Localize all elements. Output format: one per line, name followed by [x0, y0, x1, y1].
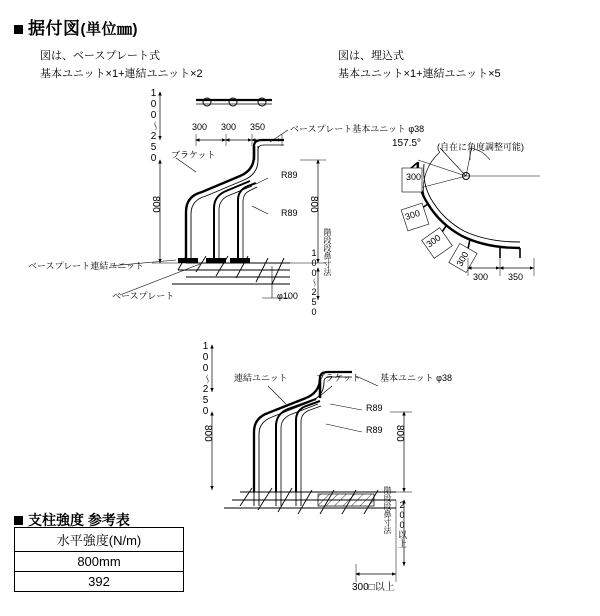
bottom-label-link-unit: 連結ユニット [234, 373, 288, 383]
left-dim-350: 350 [250, 122, 266, 132]
bottom-label-r89-2: R89 [366, 425, 383, 435]
page-title-unit: (単位㎜) [80, 21, 138, 38]
table-row [15, 552, 184, 572]
strength-row-label: 800mm [15, 552, 184, 572]
left-dim-300-a: 300 [192, 122, 208, 132]
right-angle-label: 157.5° [392, 138, 422, 149]
right-dim-300-d: 300 [454, 250, 471, 268]
left-dim-right-range: 100〜250 [309, 248, 319, 317]
right-angle-note: (自在に角度調整可能) [437, 142, 524, 152]
strength-header: 水平強度(N/m) [15, 528, 184, 552]
left-label-r89-1: R89 [281, 170, 298, 180]
right-caption-line1: 図は、埋込式 [338, 50, 404, 62]
right-dim-300-a: 300 [406, 172, 422, 182]
left-caption-line2: 基本ユニット×1+連結ユニット×2 [40, 68, 203, 80]
bottom-dim-300: 300□以上 [352, 582, 395, 593]
right-dim-300-c: 300 [424, 232, 443, 250]
left-label-baseplate-link: ベースプレート連結ユニット [28, 261, 144, 271]
bottom-label-base-unit: 基本ユニット φ38 [380, 373, 452, 383]
left-dim-800: 800 [150, 196, 161, 213]
left-label-baseplate-unit: ベースプレート基本ユニット φ38 [290, 124, 425, 134]
bottom-label-r89-1: R89 [366, 403, 383, 413]
left-caption-line1: 図は、ベースプレート式 [40, 50, 161, 62]
bottom-dim-800-left: 800 [202, 425, 213, 442]
table-row [15, 572, 184, 592]
bottom-dim-200: 200以上 [397, 500, 407, 548]
left-label-baseplate: ベースプレート [112, 291, 175, 301]
strength-table [14, 527, 184, 592]
strength-title: 支柱強度 参考表 [28, 512, 130, 528]
table-row [15, 528, 184, 552]
right-dim-300-b: 300 [403, 207, 422, 223]
left-dim-800-right: 800 [308, 196, 319, 213]
strength-row-value: 392 [15, 572, 184, 592]
left-label-r89-2: R89 [281, 208, 298, 218]
left-dim-100-250: 100〜250 [148, 88, 159, 164]
left-label-phi100: φ100 [277, 291, 298, 301]
bottom-label-bracket: ブラケット [316, 373, 361, 383]
left-dim-300-b: 300 [221, 122, 237, 132]
right-caption-line2: 基本ユニット×1+連結ユニット×5 [338, 68, 501, 80]
bullet-square-icon-2 [14, 516, 23, 525]
page-title: 据付図 [28, 19, 81, 38]
strength-table-wrap [14, 527, 184, 592]
right-dim-300-e: 300 [473, 272, 489, 282]
bottom-label-step-dim: 階段段鼻寸法 [383, 486, 392, 534]
left-label-bracket: ブラケット [171, 150, 216, 160]
right-dim-350: 350 [508, 272, 524, 282]
bottom-dim-800-right: 800 [394, 425, 405, 442]
left-label-step-dim: 階段段鼻寸法 [323, 228, 332, 276]
bottom-dim-100-250: 100〜250 [200, 341, 211, 417]
